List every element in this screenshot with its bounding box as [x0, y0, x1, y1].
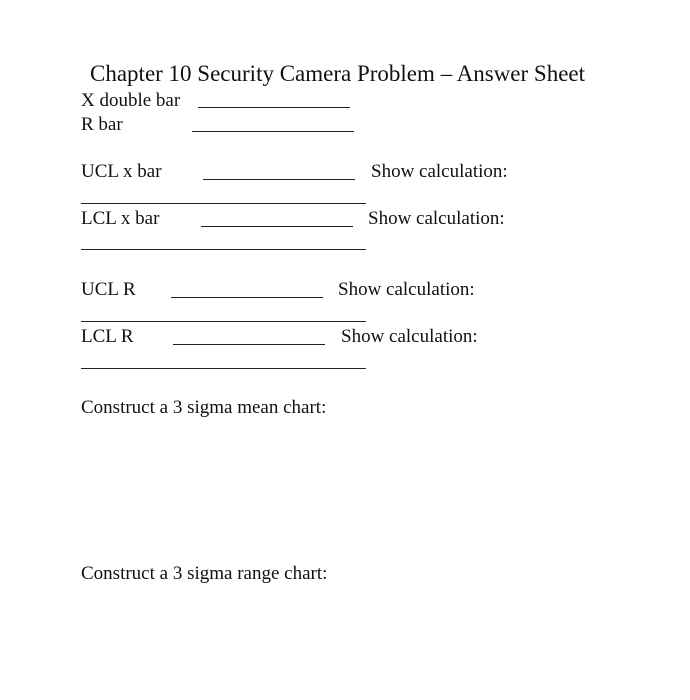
ucl-x-bar-calc-label: Show calculation: [371, 161, 508, 182]
ucl-x-bar-calc-blank[interactable] [81, 203, 366, 204]
r-bar-answer-blank[interactable] [192, 131, 354, 132]
lcl-x-bar-answer-blank[interactable] [201, 226, 353, 227]
mean-chart-instruction: Construct a 3 sigma mean chart: [81, 397, 327, 418]
ucl-r-calc-label: Show calculation: [338, 279, 475, 300]
lcl-x-bar-calc-blank[interactable] [81, 249, 366, 250]
lcl-r-calc-blank[interactable] [81, 368, 366, 369]
ucl-r-label: UCL R [81, 279, 136, 300]
x-double-bar-answer-blank[interactable] [198, 107, 350, 108]
ucl-r-calc-blank[interactable] [81, 321, 366, 322]
lcl-r-answer-blank[interactable] [173, 344, 325, 345]
range-chart-instruction: Construct a 3 sigma range chart: [81, 563, 328, 584]
lcl-r-label: LCL R [81, 326, 134, 347]
ucl-x-bar-label: UCL x bar [81, 161, 162, 182]
page-title: Chapter 10 Security Camera Problem – Answer Sheet [90, 61, 586, 86]
r-bar-label: R bar [81, 114, 123, 135]
lcl-r-calc-label: Show calculation: [341, 326, 478, 347]
ucl-r-answer-blank[interactable] [171, 297, 323, 298]
lcl-x-bar-label: LCL x bar [81, 208, 160, 229]
x-double-bar-label: X double bar [81, 90, 181, 111]
ucl-x-bar-answer-blank[interactable] [203, 179, 355, 180]
lcl-x-bar-calc-label: Show calculation: [368, 208, 505, 229]
